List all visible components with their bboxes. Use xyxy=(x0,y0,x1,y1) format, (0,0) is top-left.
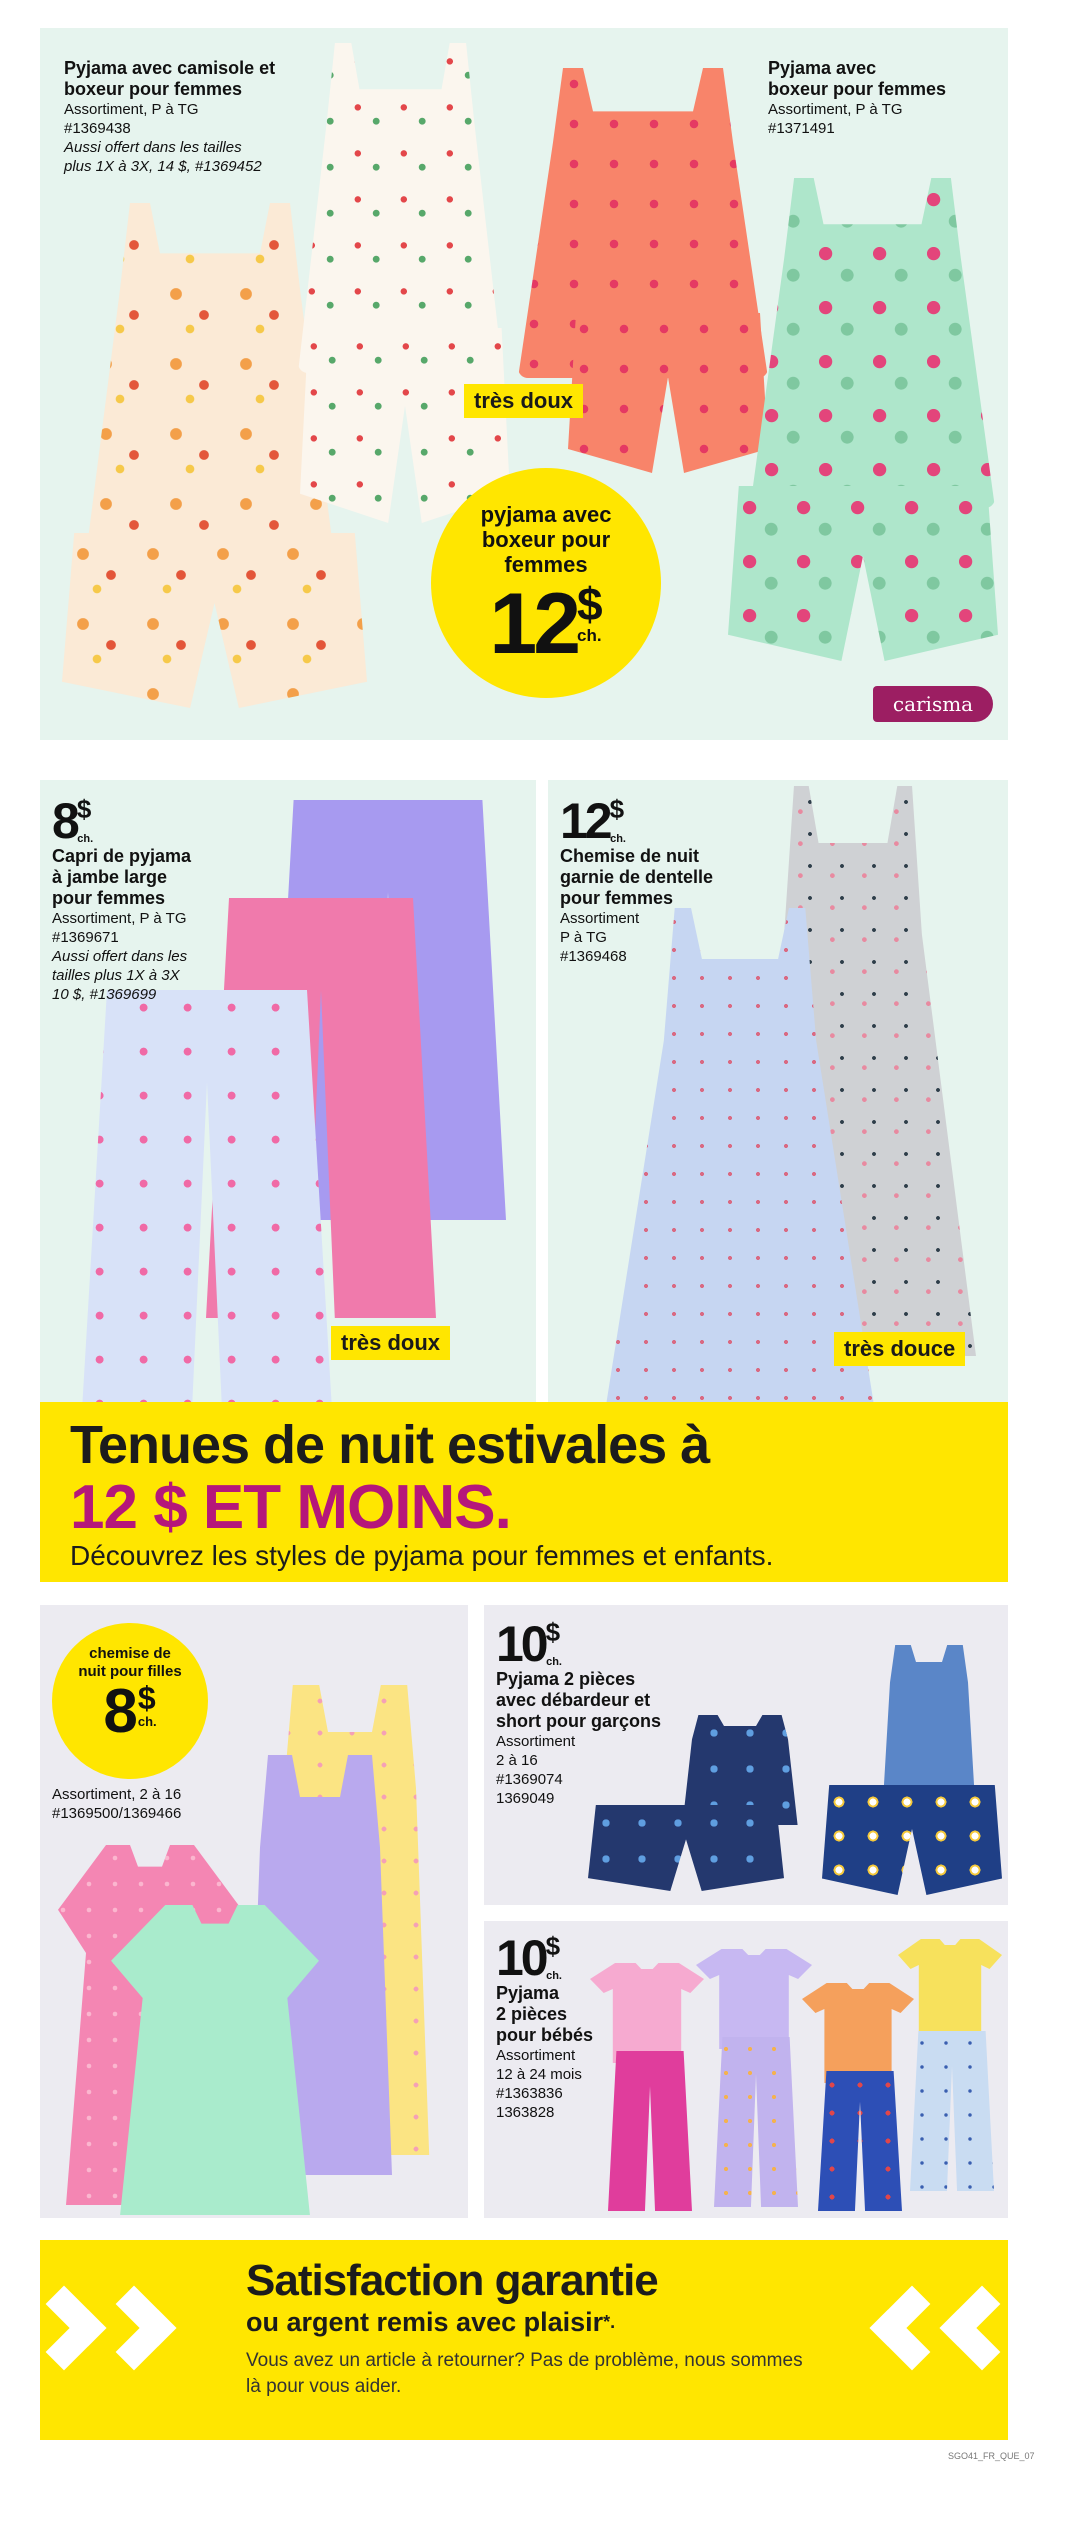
capri-name-line3: pour femmes xyxy=(52,888,166,908)
girls-unit: ch. xyxy=(137,1714,157,1729)
boys-assortment-line1: Assortiment xyxy=(496,1733,576,1750)
boys-description xyxy=(496,1669,661,1808)
circle-unit: ch. xyxy=(577,626,602,645)
baby-sku-line2: 1363828 xyxy=(496,2104,555,2121)
boys-sku-line2: 1369049 xyxy=(496,1790,555,1807)
capri-name-line2: à jambe large xyxy=(52,867,168,887)
mint-camisole-image xyxy=(750,178,995,508)
baby-description xyxy=(496,1983,593,2122)
gown-name-line3: pour femmes xyxy=(560,888,674,908)
boys-amount: 10 xyxy=(496,1616,546,1672)
footer-body xyxy=(246,2348,846,2400)
gown-name-line2: garnie de dentelle xyxy=(560,867,714,887)
footer-body-line1: Vous avez un article à retourner? Pas de problème, nous sommes xyxy=(246,2350,803,2371)
tres-doux-tag: très doux xyxy=(464,384,583,418)
coral-boxer-image xyxy=(568,313,768,473)
capri-assortment: Assortiment, P à TG xyxy=(52,910,187,927)
product-a-name-line1: Pyjama avec camisole et xyxy=(64,58,276,78)
footer-subtitle-mark: *. xyxy=(603,2312,616,2332)
product-b-assortment: Assortiment, P à TG xyxy=(768,101,903,118)
gown-sku: #1369468 xyxy=(560,948,627,965)
gown-assortment-line2: P à TG xyxy=(560,929,607,946)
tres-douce-tag: très douce xyxy=(834,1332,965,1366)
floral-camisole-image xyxy=(85,203,335,563)
baby-name-line2: 2 pièces xyxy=(496,2004,568,2024)
yellow-tee-image xyxy=(898,1939,1002,2039)
circle-line3: femmes xyxy=(504,552,588,577)
product-a-assortment: Assortiment, P à TG xyxy=(64,101,199,118)
lavender-tee-image xyxy=(696,1949,812,2049)
gown-name-line1: Chemise de nuit xyxy=(560,846,700,866)
banner-subline: Découvrez les styles de pyjama pour femmes et enfants. xyxy=(70,1540,774,1571)
top-panel xyxy=(40,28,1008,740)
promo-banner xyxy=(40,1402,1008,1582)
girls-nightgown-panel xyxy=(40,1605,468,2218)
girls-price-circle xyxy=(52,1623,208,1779)
footer-title: Satisfaction garantie xyxy=(246,2256,658,2305)
product-a-name-line2: boxeur pour femmes xyxy=(64,79,243,99)
boys-name-line3: short pour garçons xyxy=(496,1711,662,1731)
navy-shorts-image xyxy=(588,1805,784,1891)
circle-price xyxy=(431,576,661,672)
page-code: SGO41_FR_QUE_07 xyxy=(948,2451,1035,2461)
product-b-description xyxy=(768,58,946,138)
capri-currency: $ xyxy=(76,794,92,824)
baby-name-line1: Pyjama xyxy=(496,1983,560,2003)
baby-pyjama-panel xyxy=(484,1921,1008,2218)
baby-assortment-line2: 12 à 24 mois xyxy=(496,2066,582,2083)
capri-amount: 8 xyxy=(52,793,77,849)
nightgown-panel xyxy=(548,780,1008,1434)
banner-highlight: 12 $ ET MOINS. xyxy=(70,1473,511,1542)
mint-boxer-image xyxy=(728,486,998,661)
girls-circle-line2: nuit pour filles xyxy=(78,1663,182,1680)
pale-blue-pants-image xyxy=(910,2031,994,2191)
baby-amount: 10 xyxy=(496,1930,546,1986)
baby-currency: $ xyxy=(545,1931,561,1961)
girls-description xyxy=(52,1785,181,1823)
circle-currency: $ xyxy=(577,578,603,630)
boys-pyjama-panel xyxy=(484,1605,1008,1905)
floral-boxer-image xyxy=(62,533,367,708)
capri-note-line3: 10 $, #1369699 xyxy=(52,986,157,1003)
white-floral-camisole-image xyxy=(298,43,503,373)
boys-sku-line1: #1369074 xyxy=(496,1771,563,1788)
girls-assortment: Assortiment, 2 à 16 xyxy=(52,1786,182,1803)
capri-note-line2: tailles plus 1X à 3X xyxy=(52,967,180,984)
circle-line1: pyjama avec xyxy=(480,502,612,527)
circle-amount: 12 xyxy=(489,576,578,672)
product-b-sku: #1371491 xyxy=(768,120,835,137)
product-b-name-line1: Pyjama avec xyxy=(768,58,877,78)
carisma-logo: carisma xyxy=(873,686,993,722)
capri-panel xyxy=(40,780,536,1434)
boys-name-line1: Pyjama 2 pièces xyxy=(496,1669,636,1689)
capri-unit: ch. xyxy=(77,833,94,845)
leaf-print-capri-image xyxy=(82,990,332,1410)
gown-unit: ch. xyxy=(610,833,626,845)
egg-print-shorts-image xyxy=(822,1785,1002,1895)
capri-price xyxy=(52,793,107,849)
price-circle xyxy=(431,468,661,698)
boys-assortment-line2: 2 à 16 xyxy=(496,1752,538,1769)
baby-price xyxy=(496,1930,576,1986)
capri-sku: #1369671 xyxy=(52,929,119,946)
gown-currency: $ xyxy=(609,794,625,824)
girls-amount: 8 xyxy=(103,1677,138,1746)
orange-tee-image xyxy=(802,1983,914,2083)
chevron-left-icon xyxy=(940,2286,1008,2371)
footer-body-line2: là pour vous aider. xyxy=(246,2376,402,2397)
product-b-name-line2: boxeur pour femmes xyxy=(768,79,947,99)
gown-amount: 12 xyxy=(560,793,610,849)
pink-tee-image xyxy=(590,1963,704,2063)
magenta-pants-image xyxy=(608,2051,692,2211)
gown-assortment-line1: Assortiment xyxy=(560,910,640,927)
capri-description xyxy=(52,846,191,1004)
lavender-pants-image xyxy=(714,2037,798,2207)
girls-circle-price xyxy=(52,1677,208,1746)
satisfaction-footer xyxy=(40,2240,1008,2440)
product-a-sku: #1369438 xyxy=(64,120,131,137)
baby-assortment-line1: Assortiment xyxy=(496,2047,576,2064)
gown-description xyxy=(560,846,713,966)
gown-price xyxy=(560,793,640,849)
blue-print-pants-image xyxy=(818,2071,902,2211)
girls-circle-line1: chemise de xyxy=(89,1645,171,1662)
circle-line2: boxeur pour xyxy=(481,527,611,552)
baby-sku-line1: #1363836 xyxy=(496,2085,563,2102)
baby-unit: ch. xyxy=(546,1970,562,1982)
product-a-description xyxy=(64,58,275,176)
baby-name-line3: pour bébés xyxy=(496,2025,594,2045)
boys-currency: $ xyxy=(545,1617,561,1647)
girls-sku: #1369500/1369466 xyxy=(52,1805,182,1822)
banner-headline: Tenues de nuit estivales à xyxy=(70,1415,710,1475)
product-a-note-line2: plus 1X à 3X, 14 $, #1369452 xyxy=(64,158,262,175)
boys-unit: ch. xyxy=(546,1656,562,1668)
footer-subtitle-wrap xyxy=(246,2306,615,2338)
capri-note-line1: Aussi offert dans les xyxy=(52,948,188,965)
boys-price xyxy=(496,1616,576,1672)
chevron-right-icon xyxy=(92,2286,177,2371)
footer-subtitle: ou argent remis avec plaisir xyxy=(246,2307,604,2337)
girls-currency: $ xyxy=(137,1680,156,1716)
capri-name-line1: Capri de pyjama xyxy=(52,846,192,866)
product-a-note-line1: Aussi offert dans les tailles xyxy=(64,139,242,156)
capri-tres-doux-tag: très doux xyxy=(331,1326,450,1360)
boys-name-line2: avec débardeur et xyxy=(496,1690,651,1710)
